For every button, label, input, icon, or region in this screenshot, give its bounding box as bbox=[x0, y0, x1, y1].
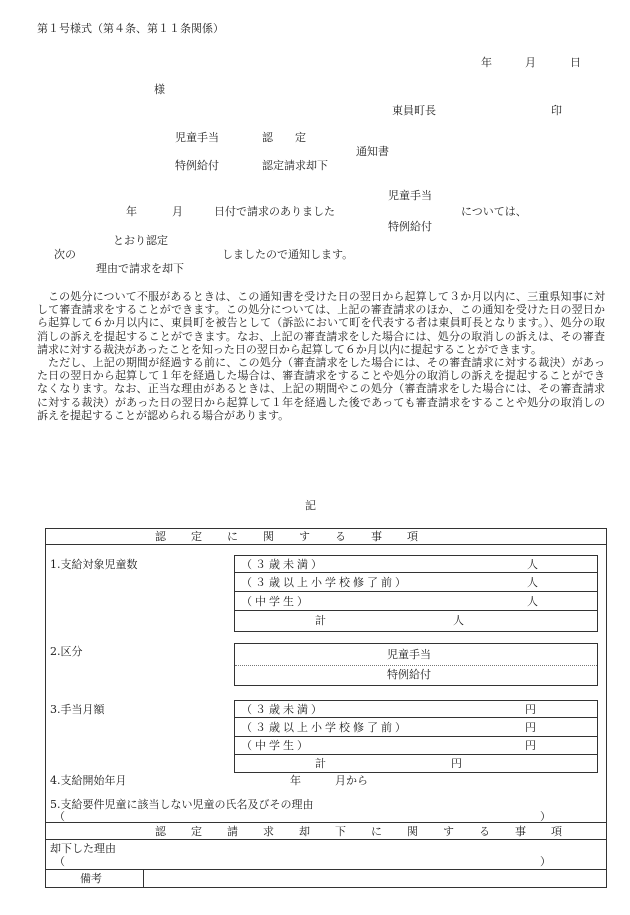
child-count-total-label: 計 bbox=[315, 614, 326, 627]
category-box bbox=[234, 643, 598, 686]
amount-middle-label: （中学生） bbox=[241, 739, 311, 752]
date-day: 日 bbox=[570, 56, 581, 69]
date-month: 月 bbox=[525, 56, 536, 69]
divider bbox=[45, 544, 607, 545]
amount-under3-unit: 円 bbox=[525, 703, 536, 716]
amount-total-label: 計 bbox=[315, 757, 326, 770]
divider bbox=[45, 822, 607, 823]
appeal-paragraph-1: この処分について不服があるときは、この通知書を受けた日の翌日から起算して３か月以内に、三重県知事に対して審査請求をすることができます。この処分については、上記の審査請求のほか、この通知を受けた日の翌日から起算して６か月以内に、東員町を被告として（訴訟において町を代表する者は東員町長となります。）、処分の取消しの訴えを提起することができます。なお、上記の審査請求をした場合には、処分の取消しの訴えは、その審査請求に対する裁決があったことを知った日の翌日から起算して６か月以内に提起することができます。 bbox=[37, 290, 605, 356]
seal-mark: 印 bbox=[551, 104, 562, 117]
amount-middle-unit: 円 bbox=[525, 739, 536, 752]
addressee-suffix: 様 bbox=[154, 83, 165, 96]
amount-preschool-label: （３歳以上小学校修了前） bbox=[241, 721, 409, 734]
amount-total-unit: 円 bbox=[451, 757, 462, 770]
child-count-under3-unit: 人 bbox=[527, 558, 538, 571]
rejection-open-paren: （ bbox=[54, 855, 65, 868]
body-year: 年 bbox=[126, 205, 137, 218]
form-number: 第１号様式（第４条、第１１条関係） bbox=[37, 22, 224, 35]
child-count-middle-unit: 人 bbox=[527, 595, 538, 608]
category-child-allowance: 児童手当 bbox=[387, 648, 431, 661]
body-tail: しましたので通知します。 bbox=[222, 248, 354, 261]
issuer-name: 東員町長 bbox=[392, 104, 436, 117]
remarks-divider bbox=[143, 869, 144, 887]
body-opt-special-benefit: 特例給付 bbox=[388, 220, 432, 233]
start-month: 月から bbox=[335, 774, 368, 787]
body-choice-approve: とおり認定 bbox=[113, 234, 168, 247]
label-rejection-reason: 却下した理由 bbox=[50, 842, 116, 855]
table-header-rejection: 認 定 請 求 却 下 に 関 す る 事 項 bbox=[155, 825, 569, 838]
divider bbox=[45, 869, 607, 870]
label-monthly-amount: 3.手当月額 bbox=[50, 703, 105, 716]
monthly-amount-box bbox=[234, 700, 598, 773]
body-opt-child-allowance: 児童手当 bbox=[388, 189, 432, 202]
label-remarks: 備考 bbox=[80, 872, 102, 885]
body-regarding: については、 bbox=[461, 205, 527, 218]
appeal-paragraph-2: ただし、上記の期間が経過する前に、この処分（審査請求をした場合には、その審査請求に対する裁決）があった日の翌日から起算して１年を経過した場合は、審査請求をすることや処分の取消しの訴えを提起することができなくなります。なお、正当な理由があるときは、上記の期間やこの処分（審査請求をした場合には、その審査請求に対する裁決）があった日の翌日から起算して１年を経過した後であっても審査請求をすることや処分の取消しの訴えを提起することが認められる場合があります。 bbox=[37, 356, 605, 422]
amount-preschool-unit: 円 bbox=[525, 721, 536, 734]
label-child-count: 1.支給対象児童数 bbox=[50, 558, 138, 571]
child-count-total-unit: 人 bbox=[453, 614, 464, 627]
child-count-preschool-unit: 人 bbox=[527, 576, 538, 589]
body-next: 次の bbox=[54, 248, 76, 261]
title-opt-child-allowance: 児童手当 bbox=[175, 131, 219, 144]
non-eligible-open-paren: （ bbox=[54, 810, 65, 823]
category-special-benefit: 特例給付 bbox=[387, 668, 431, 681]
divider bbox=[45, 839, 607, 840]
label-start-month: 4.支給開始年月 bbox=[50, 774, 127, 787]
child-count-middle-label: （中学生） bbox=[241, 595, 311, 608]
non-eligible-close-paren: ） bbox=[540, 810, 551, 823]
rejection-close-paren: ） bbox=[540, 855, 551, 868]
child-count-preschool-label: （３歳以上小学校修了前） bbox=[241, 576, 409, 589]
title-opt-special-benefit: 特例給付 bbox=[175, 159, 219, 172]
title-decision-approve: 認 定 bbox=[262, 131, 306, 144]
child-count-under3-label: （３歳未満） bbox=[241, 558, 325, 571]
ki-mark: 記 bbox=[305, 499, 316, 512]
start-year: 年 bbox=[290, 774, 301, 787]
title-decision-reject: 認定請求却下 bbox=[262, 159, 328, 172]
body-choice-reject: 理由で請求を却下 bbox=[96, 262, 184, 275]
label-category: 2.区分 bbox=[50, 645, 83, 658]
body-date-text: 日付で請求のありました bbox=[214, 205, 335, 218]
body-month: 月 bbox=[172, 205, 183, 218]
appeal-notice bbox=[37, 290, 605, 422]
label-non-eligible-child: 5.支給要件児童に該当しない児童の氏名及びその理由 bbox=[50, 798, 314, 811]
amount-under3-label: （３歳未満） bbox=[241, 703, 325, 716]
title-suffix: 通知書 bbox=[356, 145, 389, 158]
date-year: 年 bbox=[481, 56, 492, 69]
child-count-box bbox=[234, 555, 598, 632]
table-header-approval: 認 定 に 関 す る 事 項 bbox=[155, 530, 425, 543]
